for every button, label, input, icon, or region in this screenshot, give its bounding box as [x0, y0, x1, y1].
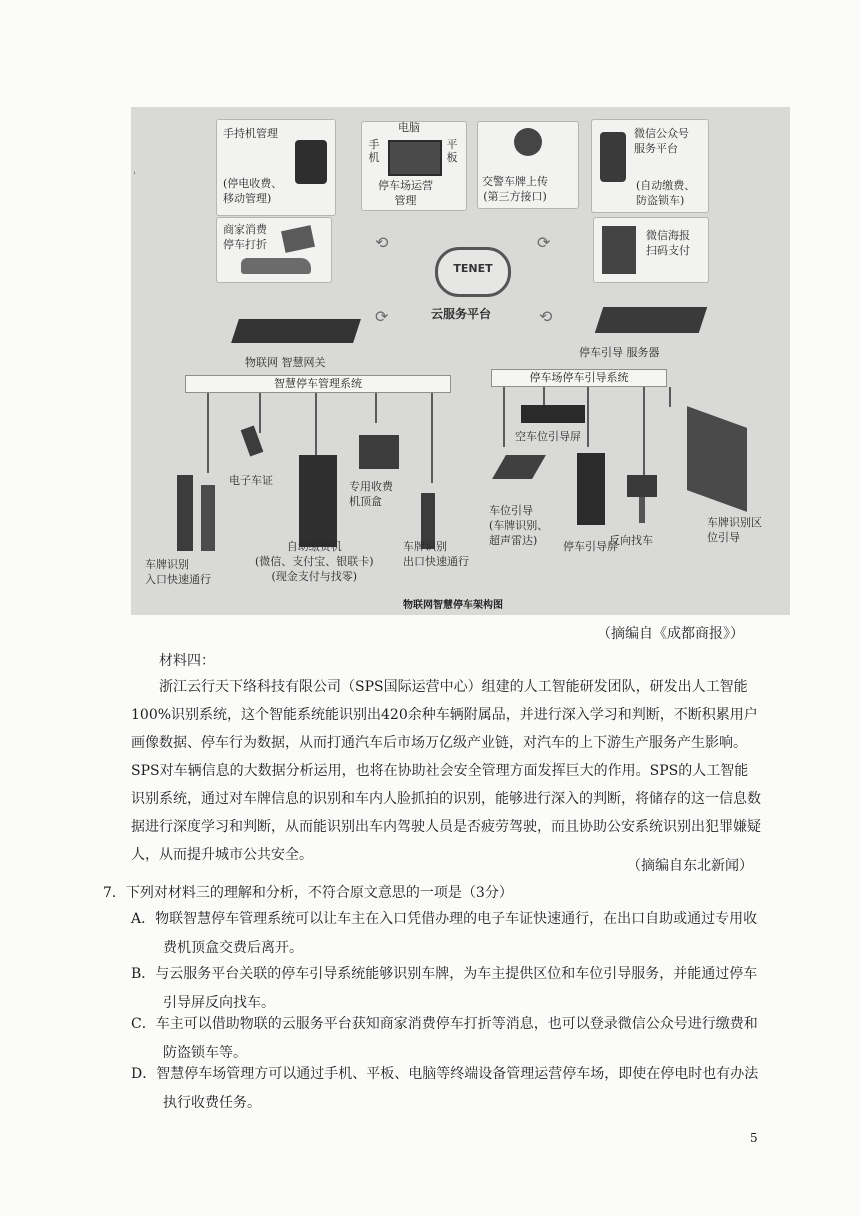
cloud-label: 云服务平台 — [431, 307, 492, 321]
guide-screen-label: 停车引导屏 — [563, 540, 618, 553]
terminals-box — [361, 121, 467, 211]
car-icon — [241, 258, 311, 274]
wechat-account-sub: (自动缴费、 防盗锁车) — [636, 179, 696, 207]
page-number: 5 — [750, 1131, 758, 1145]
cloud-logo: TENET — [453, 262, 493, 275]
kiosk-label: 专用收费 机顶盒 — [349, 480, 393, 508]
option-b[interactable]: B．与云服务平台关联的停车引导系统能够识别车牌，为车主提供区位和车位引导服务，并能通过停车引导屏反向找车。 — [131, 966, 758, 1011]
kiosk-icon — [359, 435, 399, 469]
reverse-kiosk-icon — [627, 475, 657, 497]
wechat-poster-label: 微信海报 扫码支付 — [646, 229, 690, 257]
question-stem: 7．下列对材料三的理解和分析，不符合原文意思的一项是（3分） — [103, 885, 513, 901]
phone-icon — [600, 132, 626, 182]
spot-guide-label: 车位引导 (车牌识别、 超声雷达) — [489, 504, 549, 547]
sync-icon: ⟲ — [539, 307, 553, 326]
architecture-figure: ' 手持机管理 (停电收费、 移动管理) 电脑 手 机 平 板 停车场运营 管理 交警车牌上传 (第三方接口) 微信公众号 服务平台 (自动缴费、 防盗锁车) 商家消费 停车打折 微信海报 扫码支付 ⟲ ⟳ ⟳ ⟲ TENET 云服务平台 物联网 智慧网关 停车引导 服务器 智慧停车管理系统 停车场停车引导系统 车牌识别 入口快速通行 电子车证 自动缴费机 (微信、支付宝、银联卡) (现金支付与找零) 专用收费 机顶盒 车牌识别 出口快速通行 空车位引导屏 车位引导 (车牌识别、 超声雷达) 停车引导屏 反向找车 车牌识别区 位引导 物联网智慧停车架构图 — [131, 107, 790, 615]
autopay-label: 自动缴费机 (微信、支付宝、银联卡) (现金支付与找零) — [255, 540, 374, 583]
police-camera-icon — [514, 128, 542, 156]
sync-icon: ⟳ — [375, 307, 389, 326]
source-material-3: （摘编自《成都商报》） — [597, 626, 744, 642]
gateway-label: 物联网 智慧网关 — [245, 356, 326, 369]
reverse-kiosk-stand — [639, 497, 645, 523]
entry-gate-icon — [201, 485, 215, 551]
source-material-4: （摘编自东北新闻） — [627, 858, 753, 874]
figure-caption: 物联网智慧停车架构图 — [403, 600, 503, 611]
right-system-bar: 停车场停车引导系统 — [491, 369, 667, 387]
wechat-account-box — [591, 119, 709, 213]
handheld-sub: (停电收费、 移动管理) — [223, 177, 283, 205]
server-device — [595, 307, 707, 333]
material-4-paragraph: 浙江云行天下络科技有限公司（SPS国际运营中心）组建的人工智能研发团队，研发出人工智能100%识别系统，这个智能系统能识别出420余种车辆附属品，并进行深入学习和判断，不断积累用户画像数据、停车行为数据，从而打通汽车后市场万亿级产业链，对汽车的上下游生产服务产生影响。SPS对车辆信息的大数据分析运用，也将在协助社会安全管理方面发挥巨大的作用。SPS的人工智能识别系统，通过对车牌信息的识别和车内人脸抓拍的识别，能够进行深入的判断，将储存的这一信息数据进行深度学习和判断，从而能识别出车内驾驶人员是否疲劳驾驶，而且协助公安系统识别出犯罪嫌疑人，从而提升城市公共安全。 — [131, 679, 761, 863]
option-d[interactable]: D．智慧停车场管理方可以通过手机、平板、电脑等终端设备管理运营停车场，即使在停电时也有办法执行收费任务。 — [131, 1066, 759, 1111]
police-box — [477, 121, 579, 209]
option-a[interactable]: A．物联智慧停车管理系统可以让车主在入口凭借办理的电子车证快速通行，在出口自助或通过专用收费机顶盒交费后离开。 — [131, 911, 758, 956]
entry-barrier-icon — [177, 475, 193, 551]
sync-icon: ⟳ — [537, 233, 551, 252]
vacancy-label: 空车位引导屏 — [515, 430, 581, 443]
entry-label: 车牌识别 入口快速通行 — [145, 558, 211, 586]
zone-panel-icon — [687, 406, 747, 512]
handheld-box — [216, 119, 336, 216]
left-system-bar: 智慧停车管理系统 — [185, 375, 451, 393]
spot-sensor-icon — [492, 455, 546, 479]
terminal-phone-label: 手 机 — [368, 138, 380, 164]
qrcode-icon — [602, 226, 636, 274]
merchant-box — [216, 217, 332, 283]
police-label: 交警车牌上传 (第三方接口) — [482, 175, 548, 203]
parking-sign-icon — [281, 225, 315, 253]
wechat-poster-box — [593, 217, 709, 283]
handheld-title: 手持机管理 — [223, 127, 278, 140]
sync-icon: ⟲ — [375, 233, 389, 252]
vacancy-screen-icon — [521, 405, 585, 423]
ecard-label: 电子车证 — [229, 474, 273, 487]
monitor-icon — [388, 140, 442, 176]
wechat-account-title: 微信公众号 服务平台 — [634, 127, 689, 155]
option-c[interactable]: C．车主可以借助物联的云服务平台获知商家消费停车打折等消息，也可以登录微信公众号进行缴费和防盗锁车等。 — [131, 1016, 758, 1061]
handheld-device-icon — [295, 140, 327, 184]
terminals-label: 停车场运营 管理 — [378, 179, 433, 207]
gateway-device — [231, 319, 361, 343]
material-4-heading: 材料四： — [159, 653, 215, 669]
cloud-icon — [435, 247, 511, 297]
server-label: 停车引导 服务器 — [579, 346, 660, 359]
terminal-tablet-label: 平 板 — [446, 138, 458, 164]
zone-label: 车牌识别区 位引导 — [707, 516, 762, 544]
terminal-computer-label: 电脑 — [398, 121, 420, 134]
autopay-machine-icon — [299, 455, 337, 547]
guide-screen-icon — [577, 453, 605, 525]
merchant-label: 商家消费 停车打折 — [223, 223, 267, 251]
exit-label: 车牌识别 出口快速通行 — [403, 540, 469, 568]
reverse-label: 反向找车 — [609, 534, 653, 547]
